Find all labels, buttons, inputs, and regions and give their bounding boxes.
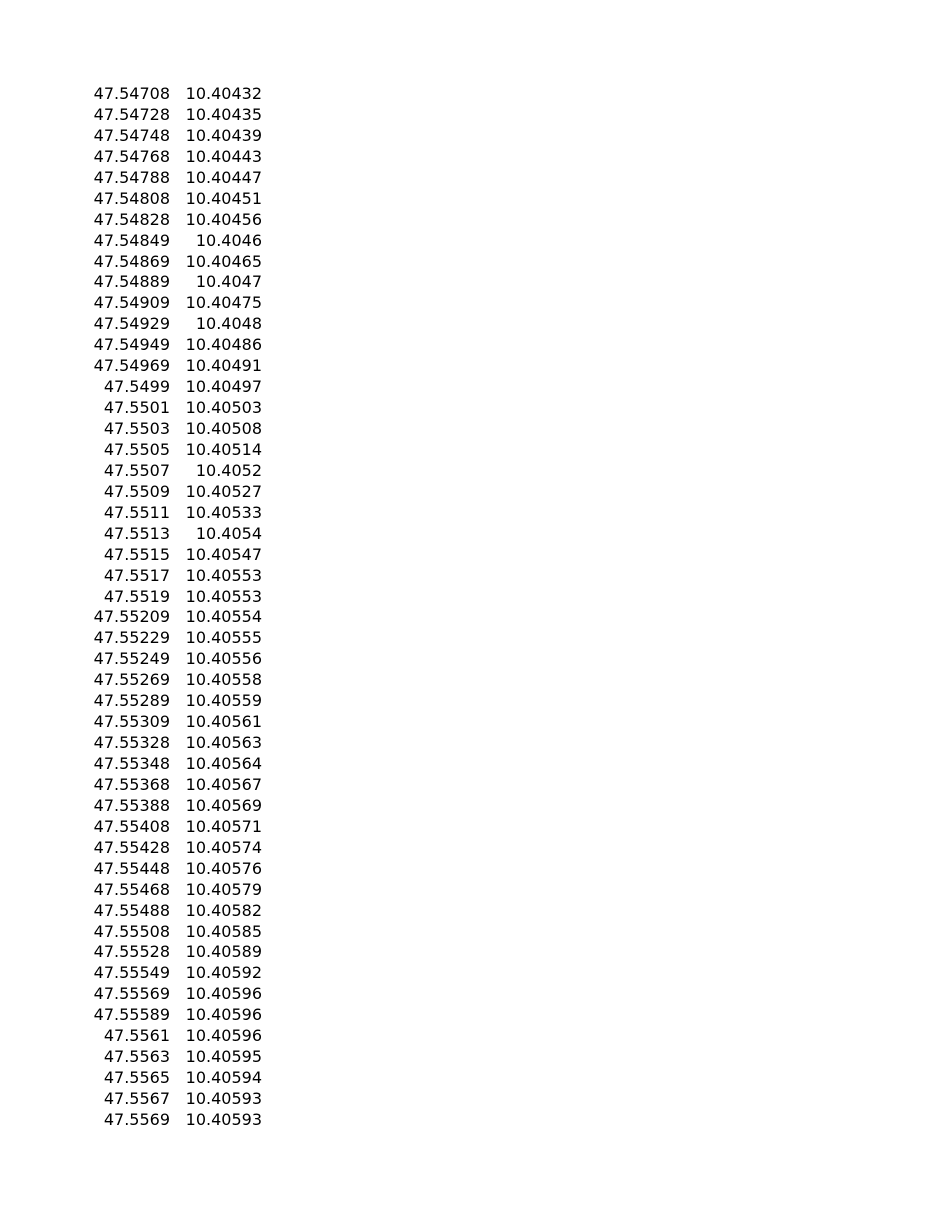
longitude-cell: 10.40571 xyxy=(185,816,262,836)
longitude-cell: 10.40593 xyxy=(185,1109,262,1129)
longitude-cell: 10.40582 xyxy=(185,900,262,920)
longitude-cell: 10.40555 xyxy=(185,628,262,648)
longitude-cell: 10.40596 xyxy=(185,1005,262,1025)
longitude-cell: 10.40554 xyxy=(185,607,262,627)
latitude-cell: 47.54728 xyxy=(93,104,170,124)
latitude-cell: 47.55249 xyxy=(93,649,170,669)
latitude-cell: 47.5561 xyxy=(103,1026,170,1046)
latitude-cell: 47.55508 xyxy=(93,921,170,941)
latitude-cell: 47.55528 xyxy=(93,942,170,962)
table-row xyxy=(0,880,950,901)
longitude-cell: 10.4052 xyxy=(195,460,262,480)
latitude-cell: 47.55289 xyxy=(93,691,170,711)
latitude-cell: 47.5507 xyxy=(103,460,170,480)
table-row xyxy=(0,566,950,587)
latitude-cell: 47.55428 xyxy=(93,837,170,857)
table-row xyxy=(0,210,950,231)
table-row xyxy=(0,733,950,754)
table-row xyxy=(0,524,950,545)
longitude-cell: 10.40553 xyxy=(185,586,262,606)
table-row xyxy=(0,272,950,293)
table-row xyxy=(0,1026,950,1047)
table-row xyxy=(0,649,950,670)
latitude-cell: 47.54808 xyxy=(93,188,170,208)
table-row xyxy=(0,231,950,252)
longitude-cell: 10.40556 xyxy=(185,649,262,669)
table-row xyxy=(0,1047,950,1068)
longitude-cell: 10.40443 xyxy=(185,146,262,166)
longitude-cell: 10.40432 xyxy=(185,84,262,103)
table-row xyxy=(0,377,950,398)
latitude-cell: 47.54748 xyxy=(93,125,170,145)
longitude-cell: 10.40435 xyxy=(185,104,262,124)
longitude-cell: 10.40486 xyxy=(185,335,262,355)
longitude-cell: 10.40475 xyxy=(185,293,262,313)
longitude-cell: 10.40514 xyxy=(185,439,262,459)
table-row xyxy=(0,398,950,419)
longitude-cell: 10.40451 xyxy=(185,188,262,208)
longitude-cell: 10.40563 xyxy=(185,733,262,753)
table-row xyxy=(0,1089,950,1110)
table-row xyxy=(0,1068,950,1089)
longitude-cell: 10.4046 xyxy=(195,230,262,250)
table-row xyxy=(0,817,950,838)
table-row xyxy=(0,252,950,273)
table-row xyxy=(0,105,950,126)
latitude-cell: 47.55408 xyxy=(93,816,170,836)
latitude-cell: 47.5513 xyxy=(103,523,170,543)
longitude-cell: 10.40564 xyxy=(185,754,262,773)
longitude-cell: 10.40567 xyxy=(185,774,262,794)
latitude-cell: 47.55328 xyxy=(93,733,170,753)
latitude-cell: 47.55229 xyxy=(93,628,170,648)
longitude-cell: 10.40547 xyxy=(185,544,262,564)
longitude-cell: 10.40497 xyxy=(185,377,262,397)
table-row xyxy=(0,859,950,880)
table-row xyxy=(0,189,950,210)
table-row xyxy=(0,628,950,649)
table-row xyxy=(0,482,950,503)
latitude-cell: 47.5503 xyxy=(103,419,170,438)
latitude-cell: 47.54768 xyxy=(93,146,170,166)
table-row xyxy=(0,922,950,943)
latitude-cell: 47.54929 xyxy=(93,314,170,334)
latitude-cell: 47.55309 xyxy=(93,712,170,732)
table-row xyxy=(0,670,950,691)
longitude-cell: 10.40561 xyxy=(185,712,262,732)
latitude-cell: 47.55468 xyxy=(93,879,170,899)
latitude-cell: 47.55368 xyxy=(93,774,170,794)
longitude-cell: 10.40585 xyxy=(185,921,262,941)
table-row xyxy=(0,587,950,608)
latitude-cell: 47.5519 xyxy=(103,586,170,606)
table-row xyxy=(0,1005,950,1026)
table-row xyxy=(0,503,950,524)
table-row xyxy=(0,335,950,356)
longitude-cell: 10.4054 xyxy=(195,523,262,543)
latitude-cell: 47.54869 xyxy=(93,251,170,271)
longitude-cell: 10.40508 xyxy=(185,419,262,438)
longitude-cell: 10.40589 xyxy=(185,942,262,962)
latitude-cell: 47.54849 xyxy=(93,230,170,250)
longitude-cell: 10.40592 xyxy=(185,963,262,983)
latitude-cell: 47.5505 xyxy=(103,439,170,459)
longitude-cell: 10.40569 xyxy=(185,795,262,815)
latitude-cell: 47.5509 xyxy=(103,481,170,501)
table-row xyxy=(0,754,950,775)
table-row xyxy=(0,440,950,461)
table-row xyxy=(0,545,950,566)
longitude-cell: 10.40527 xyxy=(185,481,262,501)
table-row xyxy=(0,712,950,733)
longitude-cell: 10.40456 xyxy=(185,209,262,229)
latitude-cell: 47.55589 xyxy=(93,1005,170,1025)
latitude-cell: 47.5567 xyxy=(103,1089,170,1108)
table-row xyxy=(0,963,950,984)
latitude-cell: 47.55549 xyxy=(93,963,170,983)
latitude-cell: 47.5563 xyxy=(103,1047,170,1067)
table-row xyxy=(0,293,950,314)
table-row xyxy=(0,901,950,922)
table-row xyxy=(0,775,950,796)
longitude-cell: 10.4048 xyxy=(195,314,262,334)
latitude-cell: 47.55388 xyxy=(93,795,170,815)
latitude-cell: 47.55269 xyxy=(93,670,170,690)
longitude-cell: 10.40559 xyxy=(185,691,262,711)
table-row xyxy=(0,796,950,817)
table-row xyxy=(0,419,950,440)
longitude-cell: 10.40596 xyxy=(185,1026,262,1046)
latitude-cell: 47.5515 xyxy=(103,544,170,564)
latitude-cell: 47.54708 xyxy=(93,84,170,103)
latitude-cell: 47.54909 xyxy=(93,293,170,313)
longitude-cell: 10.40553 xyxy=(185,565,262,585)
table-row xyxy=(0,942,950,963)
longitude-cell: 10.4047 xyxy=(195,272,262,292)
longitude-cell: 10.40447 xyxy=(185,167,262,187)
longitude-cell: 10.40439 xyxy=(185,125,262,145)
longitude-cell: 10.40533 xyxy=(185,502,262,522)
latitude-cell: 47.54969 xyxy=(93,356,170,376)
table-row xyxy=(0,691,950,712)
table-row xyxy=(0,84,950,105)
longitude-cell: 10.40594 xyxy=(185,1068,262,1088)
latitude-cell: 47.55448 xyxy=(93,858,170,878)
table-row xyxy=(0,838,950,859)
longitude-cell: 10.40558 xyxy=(185,670,262,690)
table-row xyxy=(0,984,950,1005)
table-row xyxy=(0,126,950,147)
longitude-cell: 10.40574 xyxy=(185,837,262,857)
latitude-cell: 47.55569 xyxy=(93,984,170,1004)
latitude-cell: 47.54788 xyxy=(93,167,170,187)
latitude-cell: 47.55488 xyxy=(93,900,170,920)
latitude-cell: 47.5501 xyxy=(103,398,170,418)
table-row xyxy=(0,356,950,377)
latitude-cell: 47.5569 xyxy=(103,1109,170,1129)
latitude-cell: 47.54828 xyxy=(93,209,170,229)
longitude-cell: 10.40596 xyxy=(185,984,262,1004)
latitude-cell: 47.5511 xyxy=(103,502,170,522)
longitude-cell: 10.40503 xyxy=(185,398,262,418)
table-row xyxy=(0,607,950,628)
longitude-cell: 10.40595 xyxy=(185,1047,262,1067)
longitude-cell: 10.40576 xyxy=(185,858,262,878)
longitude-cell: 10.40491 xyxy=(185,356,262,376)
coordinate-table xyxy=(0,84,950,1131)
longitude-cell: 10.40579 xyxy=(185,879,262,899)
table-row xyxy=(0,461,950,482)
latitude-cell: 47.5565 xyxy=(103,1068,170,1088)
latitude-cell: 47.55348 xyxy=(93,754,170,773)
latitude-cell: 47.5499 xyxy=(103,377,170,397)
longitude-cell: 10.40593 xyxy=(185,1089,262,1108)
latitude-cell: 47.54949 xyxy=(93,335,170,355)
latitude-cell: 47.54889 xyxy=(93,272,170,292)
longitude-cell: 10.40465 xyxy=(185,251,262,271)
table-row xyxy=(0,168,950,189)
latitude-cell: 47.55209 xyxy=(93,607,170,627)
table-row xyxy=(0,1110,950,1131)
latitude-cell: 47.5517 xyxy=(103,565,170,585)
table-row xyxy=(0,147,950,168)
table-row xyxy=(0,314,950,335)
